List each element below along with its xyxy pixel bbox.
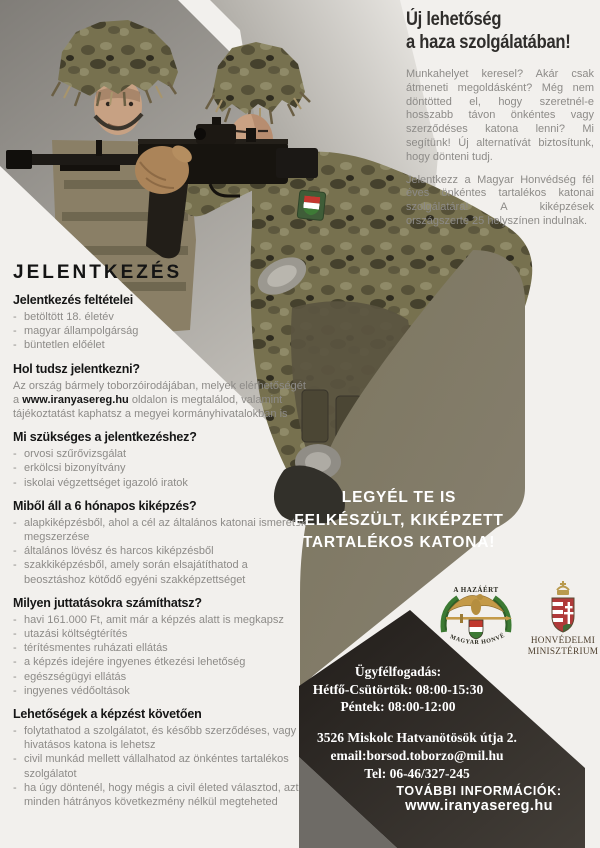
list-item: - havi 161.000 Ft, amit már a képzés alatt is megkapsz (13, 613, 311, 627)
list-item: - folytathatod a szolgálatot, és később szerződéses, vagy hivatásos katona is lehetsz (13, 724, 311, 752)
list-item: - szakkiképzésből, amely során elsajátíthatod a beosztáshoz kötődő egyéni szakképzettséget (13, 558, 311, 586)
hungarian-flag-patch (297, 190, 326, 221)
text-segment: Az ország bármely toborzóirodájában, melyek elérhetőségét a (13, 379, 306, 406)
heading-benefits: Milyen juttatásokra számíthatsz? (13, 595, 202, 610)
list-item: - ha úgy döntenél, hogy mégis a civil életed választod, azt minden hátrányos következmény nélkül megteheted (13, 781, 311, 809)
section-title-jelentkezes: JELENTKEZÉS (13, 262, 183, 283)
office-hours-title: Ügyfélfogadás: (354, 664, 442, 679)
army-logo-motto: A HAZÁÉRT (453, 586, 499, 594)
list-item: - általános lövész és harcos kiképzésből (13, 544, 311, 558)
training-list (13, 516, 311, 587)
list-item: - alapkiképzésből, ahol a cél az általános katonai ismeretek megszerzése (13, 516, 311, 544)
list-item: - ingyenes védőoltások (13, 684, 311, 698)
intro-paragraph: Jelentkezz a Magyar Honvédség fél éves önkéntes tartalékos katonai szolgálatára! A kiképzések országszerte 25 helyszínen indulnak. (406, 173, 594, 227)
after-training-list (13, 724, 311, 809)
application-info-column (13, 262, 311, 809)
slogan-banner (285, 487, 513, 555)
more-info (368, 784, 590, 814)
ministry-logo-line2: MINISZTÉRIUM (527, 646, 599, 656)
ministry-logo-line1: HONVÉDELMI (530, 635, 596, 645)
army-logo-name: MAGYAR HONVÉDSÉG (433, 576, 507, 647)
list-item: - a képzés idejére ingyenes étkezési lehetőség (13, 655, 311, 669)
slogan-line: LEGYÉL TE IS (341, 489, 457, 506)
list-item: - utazási költségtérítés (13, 627, 311, 641)
list-item: - orvosi szűrővizsgálat (13, 447, 311, 461)
list-item: - civil munkád mellett vállalhatod az önkéntes tartalékos szolgálatot (13, 752, 311, 780)
heading-requirements: Mi szükséges a jelentkezéshez? (13, 430, 197, 445)
address: 3526 Miskolc Hatvanötösök útja 2. (317, 730, 517, 745)
list-item: - egészségügyi ellátás (13, 670, 311, 684)
list-item: - betöltött 18. életév (13, 310, 311, 324)
list-item: - magyar állampolgárság (13, 324, 311, 338)
page-title-line2: a haza szolgálatában! (406, 32, 571, 53)
where-to-apply-text (13, 379, 311, 422)
ministry-logo (528, 581, 598, 656)
contact-details (303, 729, 531, 783)
text-segment: oldalon is megtalálod, valamint tájékoztatást kaphatsz a megyei kormányhivatalokban is (13, 393, 288, 421)
slogan-line: TARTALÉKOS KATONA! (302, 534, 496, 551)
phone-number: Tel: 06-46/327-245 (364, 766, 470, 781)
website-link[interactable]: www.iranyasereg.hu (22, 393, 129, 406)
heading-after-training: Lehetőségek a képzést követően (13, 707, 202, 722)
office-hours-line: Hétfő-Csütörtök: 08:00-15:30 (312, 681, 484, 697)
office-hours-line: Péntek: 08:00-12:00 (340, 699, 456, 714)
conditions-list (13, 310, 311, 353)
list-item: - térítésmentes ruházati ellátás (13, 641, 311, 655)
intro-section (406, 8, 594, 229)
page-title-line1: Új lehetőség (406, 9, 502, 30)
requirements-list (13, 447, 311, 490)
list-item: - büntetlen előélet (13, 338, 311, 352)
list-item: - erkölcsi bizonyítvány (13, 461, 311, 475)
heading-conditions: Jelentkezés feltételei (13, 293, 133, 307)
office-hours (298, 663, 498, 716)
list-item: - iskolai végzettséget igazoló iratok (13, 476, 311, 490)
heading-where-to-apply: Hol tudsz jelentkezni? (13, 361, 140, 376)
heading-training: Miből áll a 6 hónapos kiképzés? (13, 498, 197, 513)
intro-paragraph: Munkahelyet keresel? Akár csak átmeneti megoldásként? Még nem döntötted el, hogy szeretnél-e hosszabb távon önkéntes vagy szerződéses katona lenni? Mi segítünk! Új alternatívát biztosítunk, hogy dönteni tudj. (406, 68, 594, 163)
slogan-line: FELKÉSZÜLT, KIKÉPZETT (294, 511, 504, 529)
more-info-label: TOVÁBBI INFORMÁCIÓK: (396, 784, 562, 798)
army-logo (433, 574, 512, 646)
benefits-list (13, 613, 311, 698)
website-link[interactable]: www.iranyasereg.hu (405, 798, 553, 814)
email-link[interactable]: email:borsod.toborzo@mil.hu (330, 748, 504, 763)
